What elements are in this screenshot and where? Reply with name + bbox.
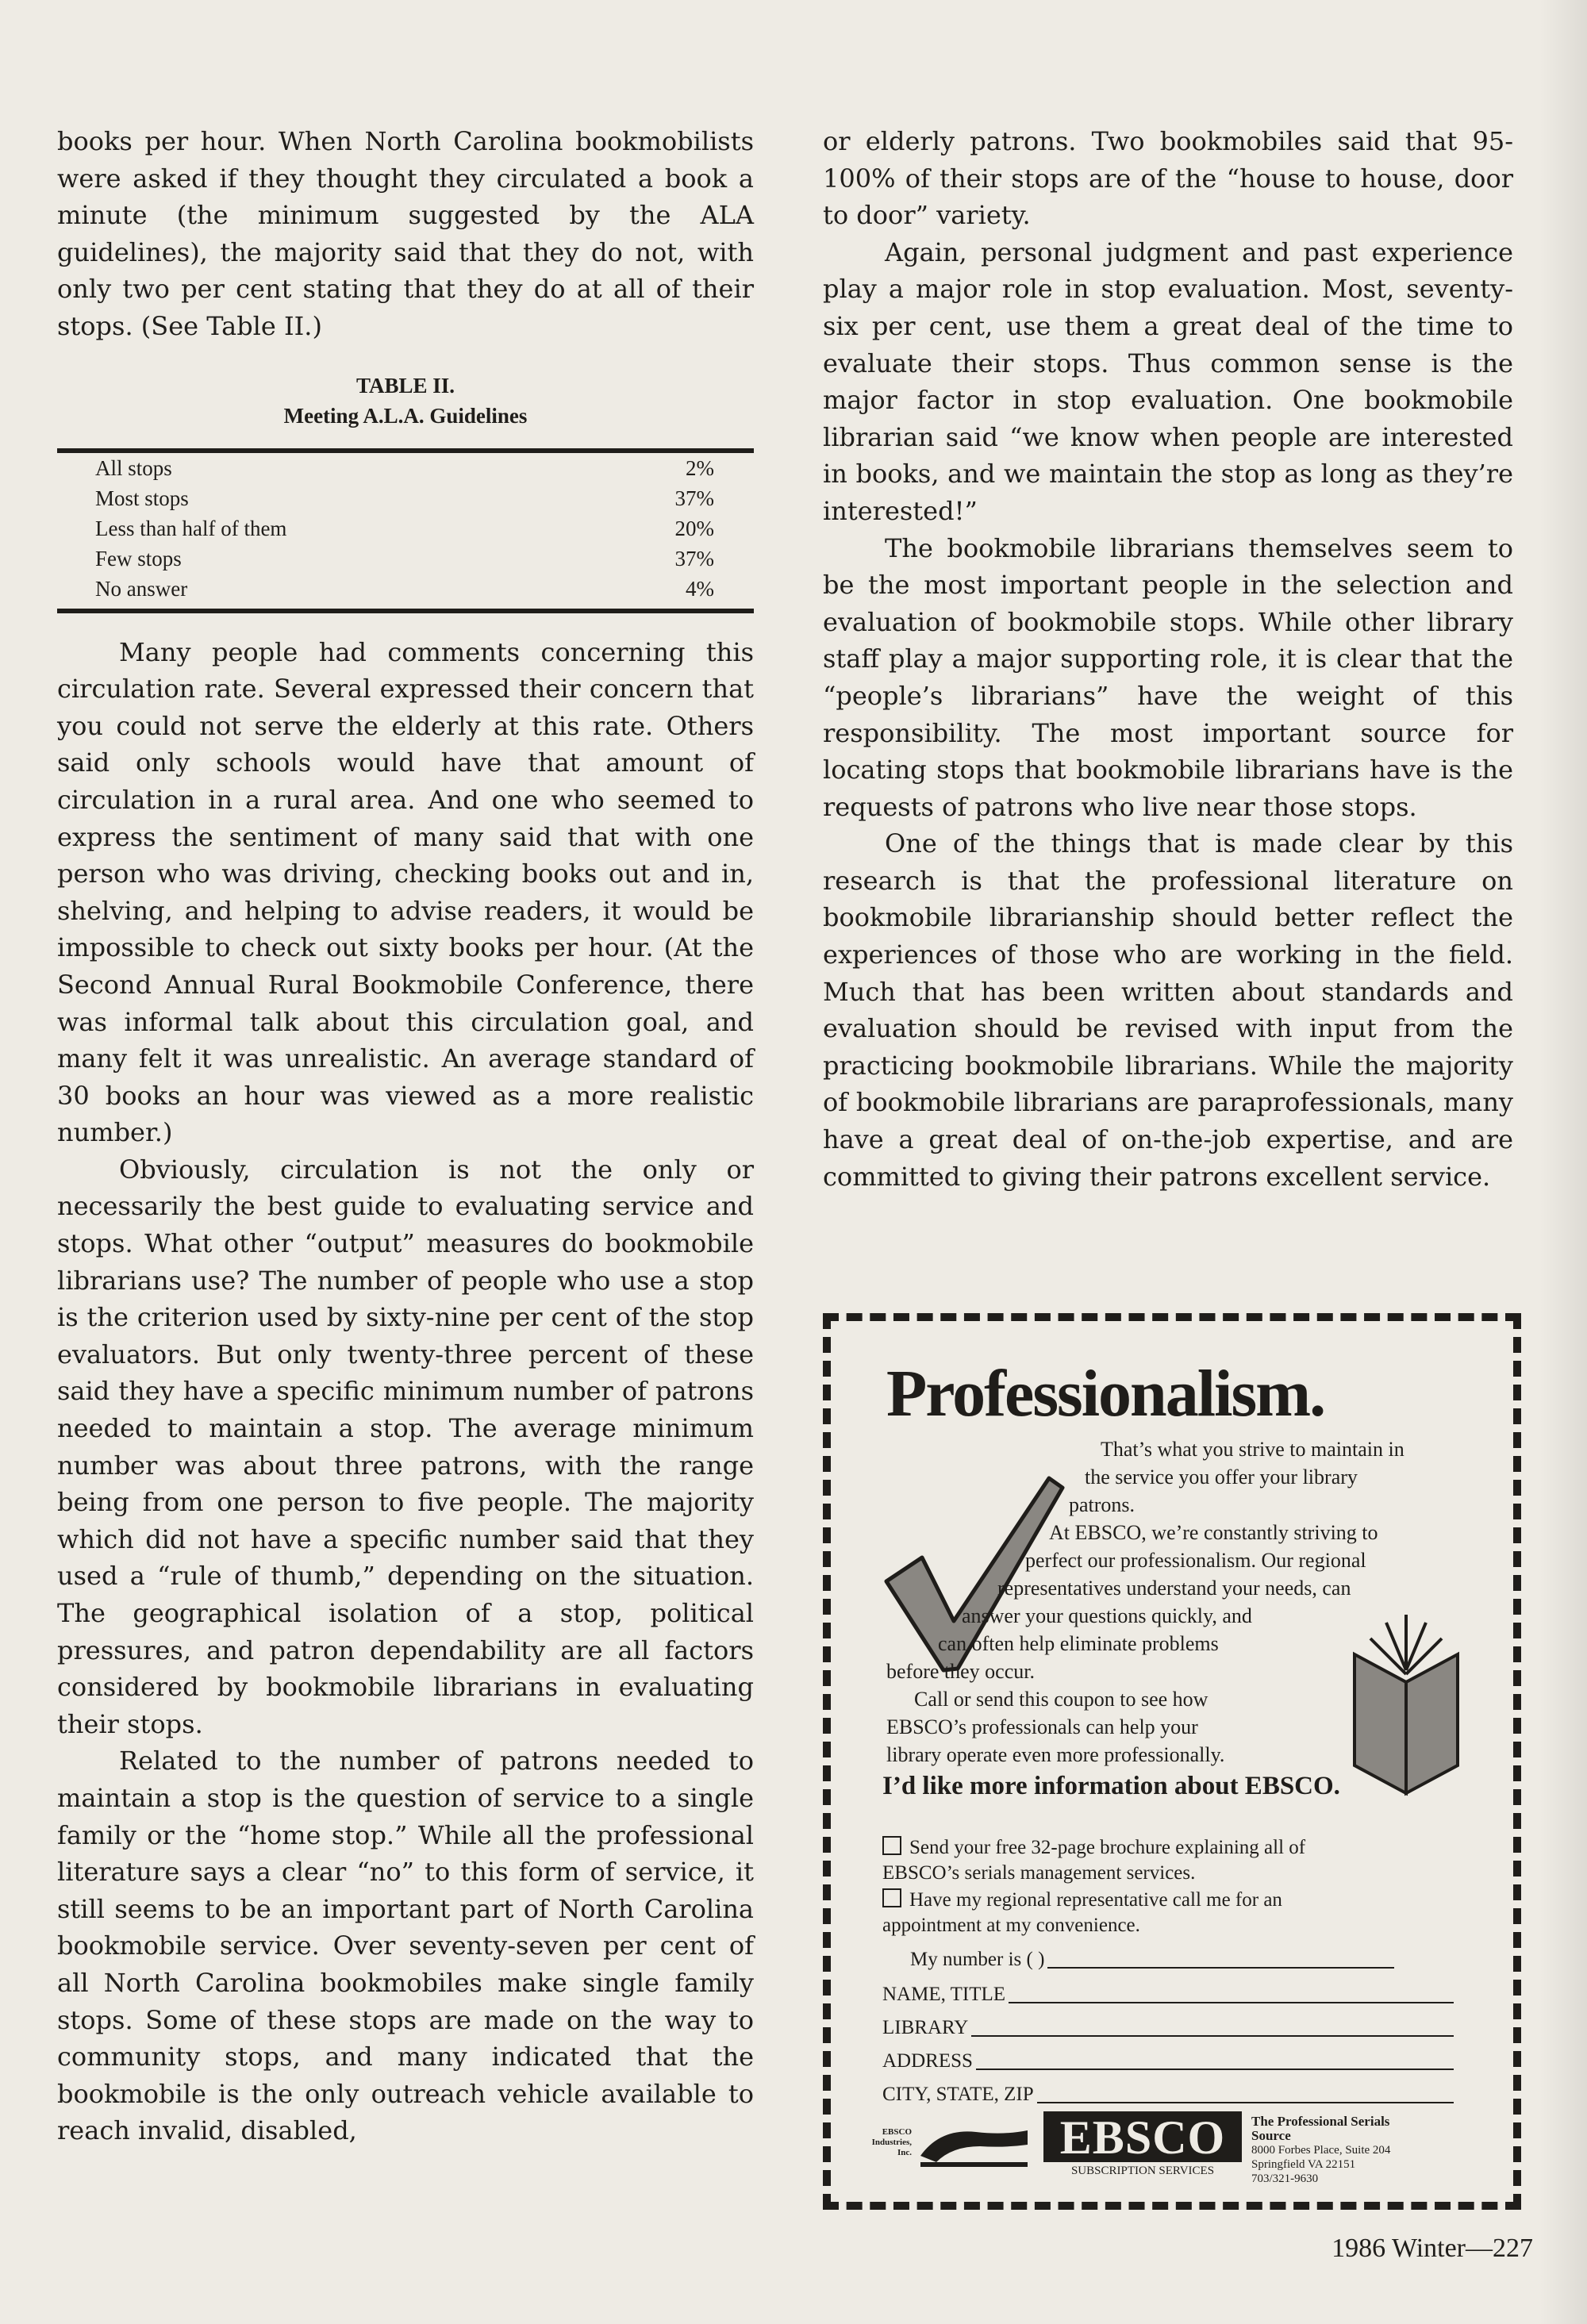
phone-number-line[interactable]	[1047, 1948, 1394, 1969]
table-ii	[57, 371, 754, 613]
table-row	[57, 483, 754, 513]
left-column	[57, 123, 754, 2149]
representative-checkbox[interactable]	[882, 1888, 901, 1907]
table-row-value: 37%	[674, 486, 714, 510]
table-row-value: 4%	[686, 576, 714, 601]
brochure-option[interactable]	[882, 1835, 1374, 1886]
table-row-value: 37%	[674, 546, 714, 570]
ad-body-line: EBSCO’s professionals can help your	[886, 1715, 1198, 1738]
ad-body-line: Call or send this coupon to see how	[914, 1688, 1209, 1711]
left-paragraph-3: Obviously, circulation is not the only or necessarily the best guide to evaluating service and stops. What other “output” measures do bookmobile librarians use? The number of people who use a stop is the criterion used by sixty-nine per cent of the stop evaluators. But only twenty-three percent of these said they have a specific minimum number of patrons needed to maintain a stop. The average minimum number was about three patrons, with the range being from one person to five people. The majority which did not have a specific number said that they used a “rule of thumb,” depending on the situation. The geographical isolation of a stop, political pressures, and patron dependability are all factors considered by bookmobile librarians in evaluating their stops.	[57, 1154, 754, 1739]
table-row-label: Less than half of them	[95, 516, 287, 540]
name-title-line[interactable]	[1009, 1983, 1454, 2003]
table-row	[57, 574, 754, 604]
phone-number-label: My number is ( )	[910, 1949, 1045, 1970]
left-paragraph-2: Many people had comments concerning this circulation rate. Several expressed their concern that you could not serve the elderly at this rate. Others said only schools would have that amount of circulation in a rural area. And one who seemed to express the sentiment of many said that with one person who was driving, checking books out and in, shelving, and helping to advise readers, it would be impossible to check out sixty books per hour. (At the Second Annual Rural Bookmobile Conference, there was informal talk about this circulation goal, and many felt it was unrealistic. An average standard of 30 books an hour was viewed as a more realistic number.)	[57, 636, 754, 1148]
page-edge-shadow	[1539, 0, 1587, 2324]
ad-body-line: That’s what you strive to maintain in	[1101, 1438, 1404, 1461]
right-column	[823, 123, 1513, 1195]
ad-body-line: perfect our professionalism. Our regional	[1025, 1549, 1366, 1572]
address-field[interactable]	[882, 2049, 1454, 2073]
right-paragraph-1: or elderly patrons. Two bookmobiles said that 95-100% of their stops are of the “house to house, door to door” variety.	[823, 126, 1513, 231]
table-row-label: Most stops	[95, 486, 189, 510]
representative-option[interactable]	[882, 1888, 1374, 1938]
ad-body-line: At EBSCO, we’re constantly striving to	[1049, 1521, 1378, 1544]
ebsco-advertisement	[823, 1313, 1521, 2210]
brochure-checkbox[interactable]	[882, 1836, 901, 1855]
name-title-label: NAME, TITLE	[882, 1984, 1006, 2005]
table-caption-title: Meeting A.L.A. Guidelines	[283, 403, 528, 428]
table-row-label: All stops	[95, 455, 172, 480]
library-label: LIBRARY	[882, 2017, 969, 2038]
ad-headline: Professionalism.	[886, 1357, 1325, 1431]
table-row-label: Few stops	[95, 546, 182, 570]
table-row-value: 2%	[686, 455, 714, 480]
ad-body-line: can often help eliminate problems	[938, 1632, 1219, 1655]
table-row	[57, 453, 754, 483]
city-state-zip-label: CITY, STATE, ZIP	[882, 2084, 1034, 2105]
brochure-option-label: Send your free 32-page brochure explaining all of EBSCO’s serials management services.	[882, 1837, 1306, 1884]
ad-body-line: answer your questions quickly, and	[962, 1604, 1252, 1627]
ebsco-industries-logo-icon	[916, 2124, 1036, 2172]
ad-body-line: representatives understand your needs, can	[997, 1577, 1351, 1600]
library-line[interactable]	[971, 2016, 1454, 2037]
source-title: The Professional Serials Source	[1251, 2114, 1390, 2143]
representative-option-label: Have my regional representative call me for an appointment at my convenience.	[882, 1889, 1282, 1936]
table-caption-number: TABLE II.	[355, 373, 455, 398]
ad-body-line: library operate even more professionally.	[886, 1743, 1225, 1766]
right-paragraph-4: One of the things that is made clear by this research is that the professional literature on bookmobile librarianship should better reflect the experiences of those who are working in the field. Much that has been written about standards and evaluation should be revised with input from the practicing bookmobile librarians. While the majority of bookmobile librarians are paraprofessionals, many have a great deal of on-the-job expertise, and are committed to giving their patrons excellent service.	[823, 828, 1513, 1192]
city-state-zip-line[interactable]	[1037, 2083, 1454, 2103]
name-title-field[interactable]	[882, 1983, 1454, 2007]
book-icon	[1347, 1607, 1466, 1797]
table-row	[57, 513, 754, 544]
ad-body-line: the service you offer your library	[1085, 1465, 1358, 1489]
library-field[interactable]	[882, 2016, 1454, 2040]
ebsco-logo-subtitle: SUBSCRIPTION SERVICES	[1070, 2165, 1215, 2177]
address-label: ADDRESS	[882, 2050, 973, 2072]
page-folio: 1986 Winter—227	[1331, 2234, 1533, 2263]
table-row-label: No answer	[95, 576, 188, 601]
city-state-zip-field[interactable]	[882, 2083, 1454, 2107]
address-line[interactable]	[976, 2049, 1454, 2070]
ebsco-logo: EBSCO	[1043, 2111, 1242, 2162]
right-paragraph-3: The bookmobile librarians themselves seem to be the most important people in the selection and evaluation of bookmobile stops. While other library staff play a major supporting role, it is clear that the “people’s librarians” have the weight of this responsibility. The most important source for locating stops that bookmobile librarians have is the requests of patrons who live near those stops.	[823, 532, 1513, 822]
table-row-value: 20%	[674, 516, 714, 540]
ad-body-line: patrons.	[1069, 1493, 1135, 1516]
address-line-1: 8000 Forbes Place, Suite 204	[1251, 2144, 1391, 2157]
address-line-2: Springfield VA 22151	[1251, 2158, 1356, 2171]
address-line-3: 703/321-9630	[1251, 2172, 1319, 2185]
table-row	[57, 544, 754, 574]
ad-subhead: I’d like more information about EBSCO.	[882, 1772, 1340, 1800]
left-paragraph-1: books per hour. When North Carolina bookmobilists were asked if they thought they circulated a book a minute (the minimum suggested by the ALA guidelines), the majority said that they do not, with only two per cent stating that they do at all of their stops. (See Table II.)	[57, 126, 754, 341]
table-rule-bottom	[57, 609, 754, 613]
ebsco-address-block	[1251, 2115, 1410, 2186]
phone-number-field[interactable]	[910, 1948, 1394, 1972]
right-paragraph-2: Again, personal judgment and past experience play a major role in stop evaluation. Most, seventy-six per cent, use them a great deal of the time to evaluate their stops. Thus common sense is the major factor in stop evaluation. One bookmobile librarian said “we know when people are interested in books, and we maintain the stop as long as they’re interested!”	[823, 236, 1513, 526]
ad-body-line: before they occur.	[886, 1660, 1035, 1683]
ebsco-industries-label: EBSCO Industries, Inc.	[871, 2127, 912, 2157]
left-paragraph-4: Related to the number of patrons needed to maintain a stop is the question of service to a single family or the “home stop.” While all the professional literature says a clear “no” to this form of service, it still seems to be an important part of North Carolina bookmobile service. Over seventy-seven per cent of all North Carolina bookmobiles make single family stops. Some of these stops are made on the way to community stops, and many indicated that the bookmobile is the only outreach vehicle available to reach invalid, disabled,	[57, 1746, 754, 2146]
